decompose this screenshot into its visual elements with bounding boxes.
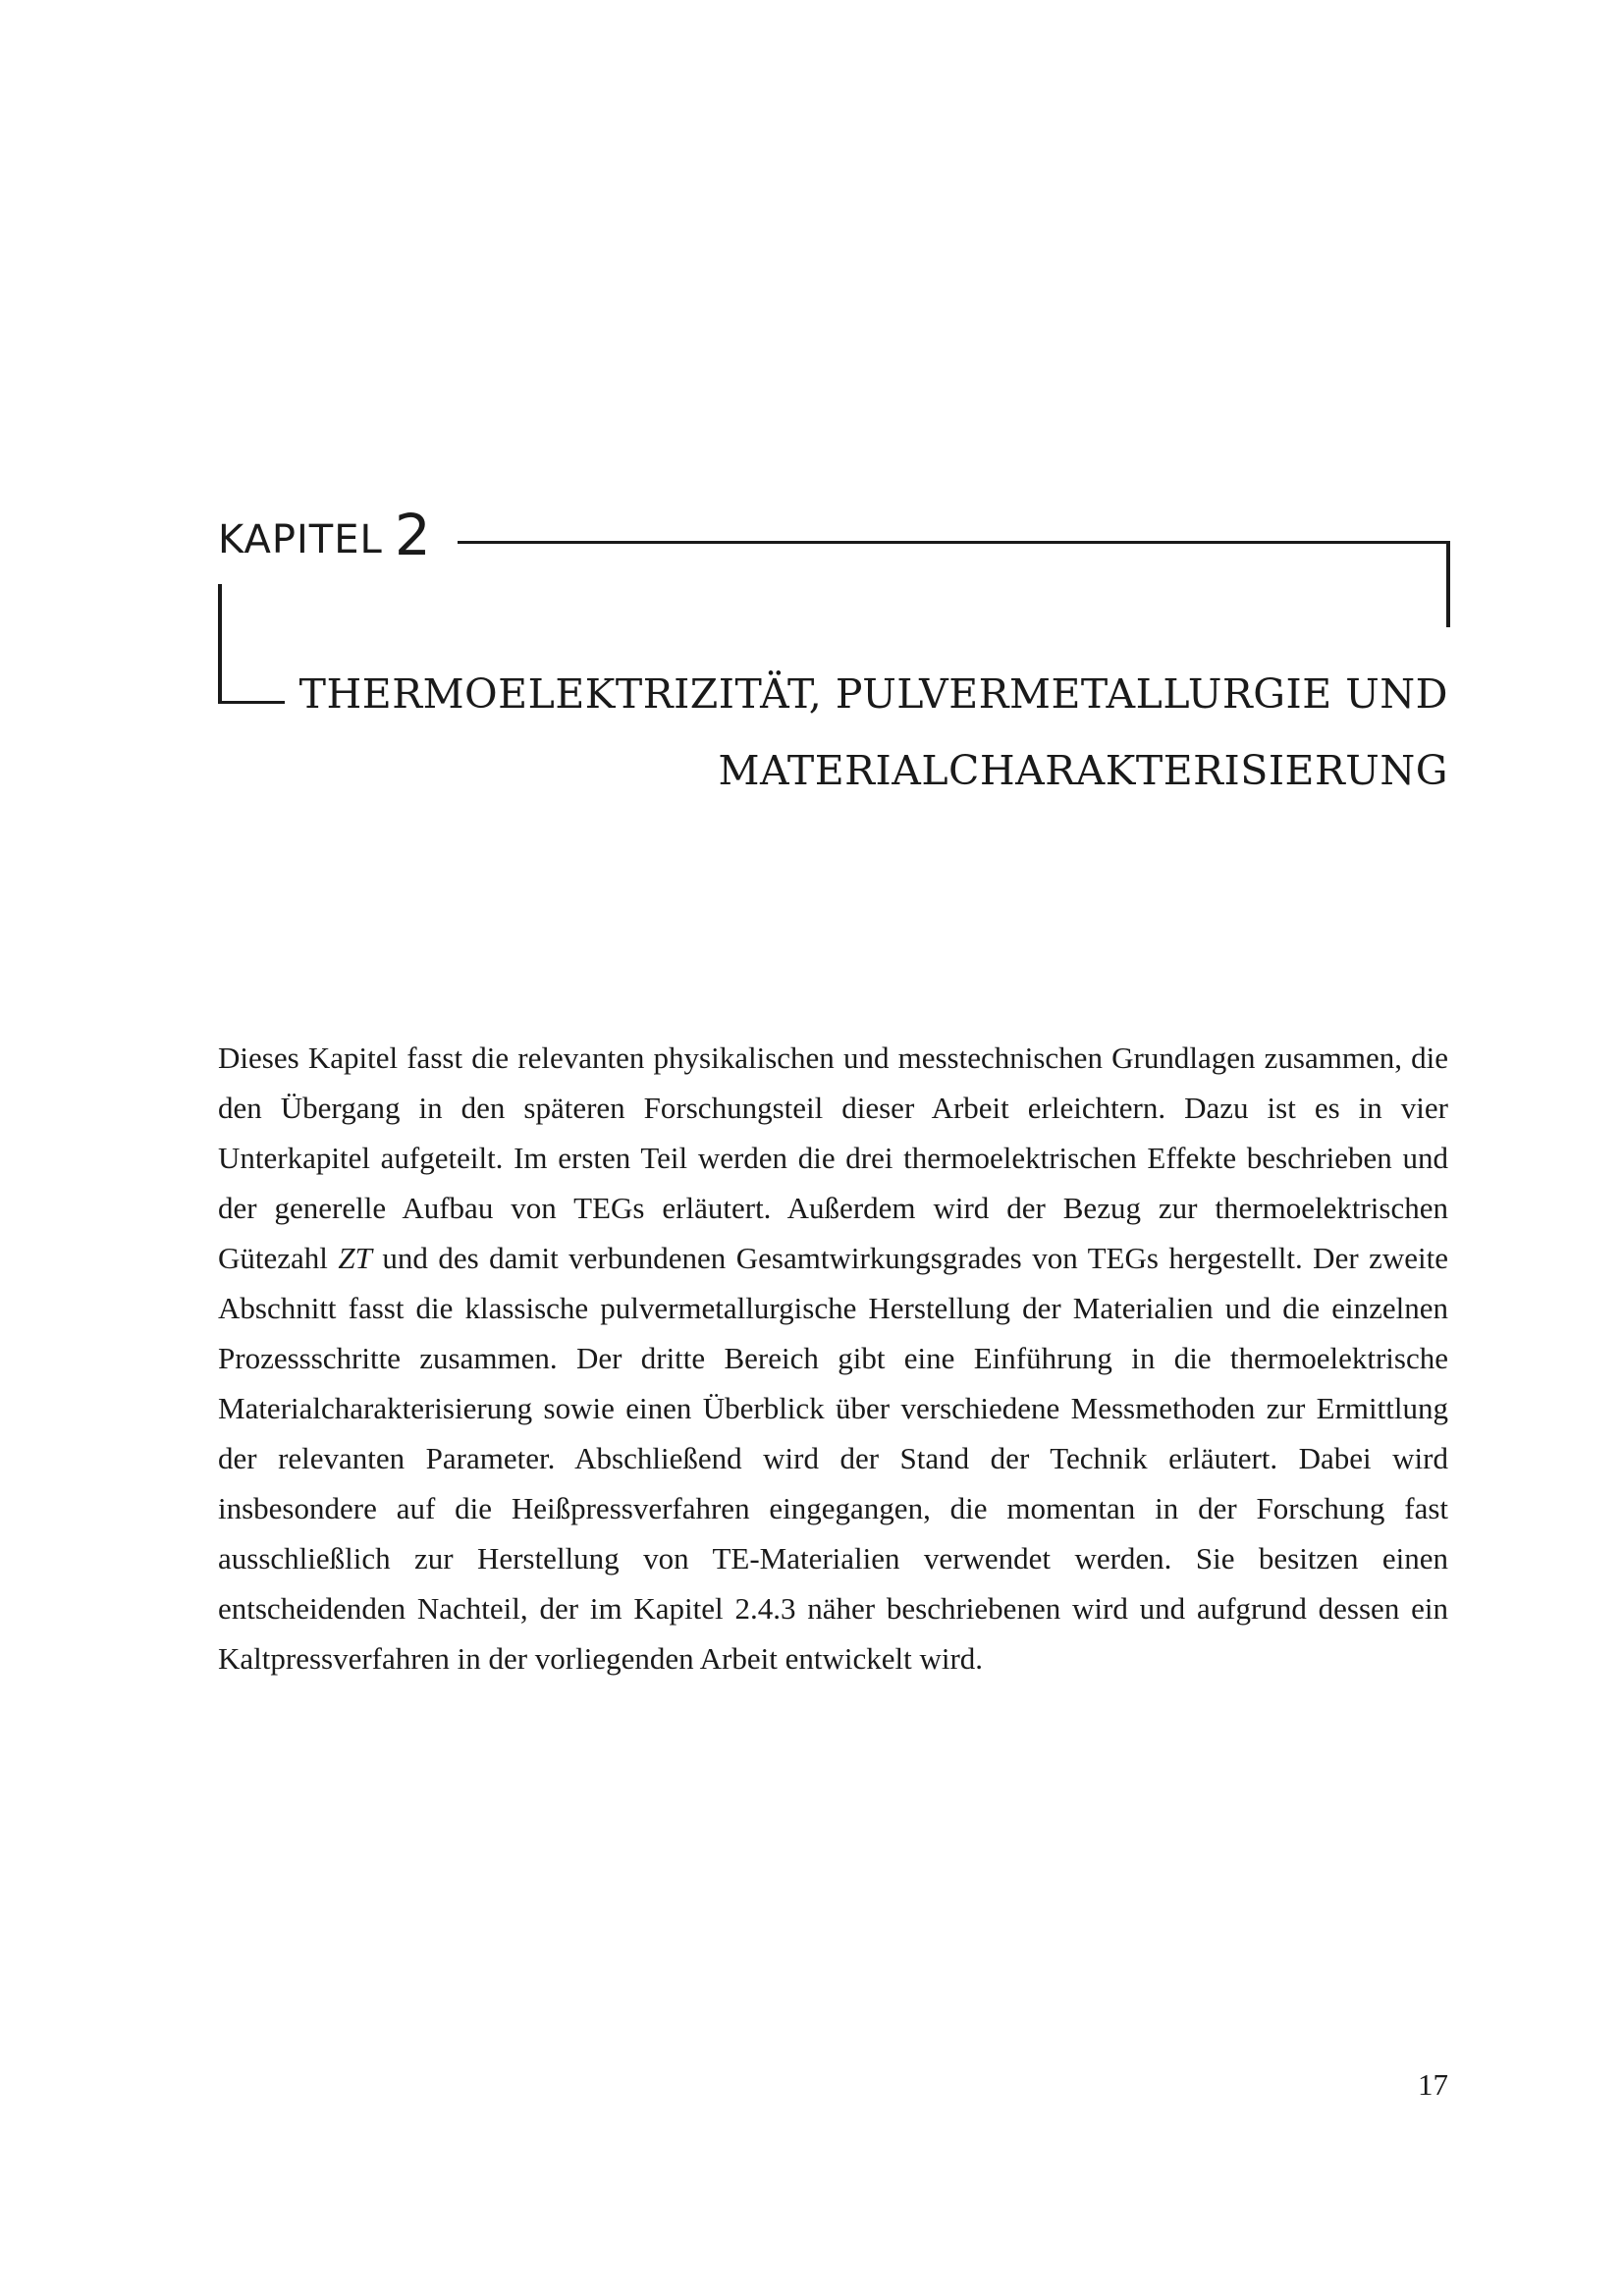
zt-symbol: ZT [338, 1241, 372, 1275]
chapter-number: 2 [394, 502, 431, 568]
chapter-label [218, 491, 431, 568]
body-text-part-2: und des damit verbundenen Gesamtwirkungsgrades von TEGs hergestellt. Der zweite Abschnitt fasst die klassische pulvermetallurgische Herstellung der Materialien und die einzelnen Prozessschritte zusammen. Der dritte Bereich gibt eine Einführung in die thermoelektrische Materialcharakterisierung sowie einen Überblick über verschiedene Messmethoden zur Ermittlung der relevanten Parameter. Abschließend wird der Stand der Technik erläutert. Dabei wird insbesondere auf die Heißpressverfahren eingegangen, die momentan in der Forschung fast ausschließlich zur Herstellung von TE-Materialien verwendet werden. Sie besitzen einen entscheidenden Nachteil, der im Kapitel 2.4.3 näher beschriebenen wird und aufgrund dessen ein Kaltpressverfahren in der vorliegenden Arbeit entwickelt wird. [218, 1241, 1449, 1676]
chapter-rule-right [1446, 541, 1450, 627]
chapter-rule-left [218, 584, 222, 704]
chapter-title-line-1: THERMOELEKTRIZITÄT, PULVERMETALLURGIE UND [298, 670, 1448, 718]
chapter-title [287, 656, 1448, 809]
chapter-title-line-2: MATERIALCHARAKTERISIERUNG [718, 747, 1448, 794]
chapter-rule-bottom [218, 701, 285, 704]
body-text-part-1: Dieses Kapitel fasst die relevanten physikalischen und messtechnischen Grundlagen zusammen, die den Übergang in den späteren Forschungsteil dieser Arbeit erleichtern. Dazu ist es in vier Unterkapitel aufgeteilt. Im ersten Teil werden die drei thermoelektrischen Effekte beschrieben und der generelle Aufbau von TEGs erläutert. Außerdem wird der Bezug zur thermoelektrischen Gütezahl [218, 1041, 1448, 1275]
body-paragraph [218, 1033, 1448, 1683]
chapter-word: KAPITEL [218, 517, 383, 562]
chapter-rule-top [458, 541, 1449, 544]
page-number: 17 [1418, 2067, 1448, 2102]
